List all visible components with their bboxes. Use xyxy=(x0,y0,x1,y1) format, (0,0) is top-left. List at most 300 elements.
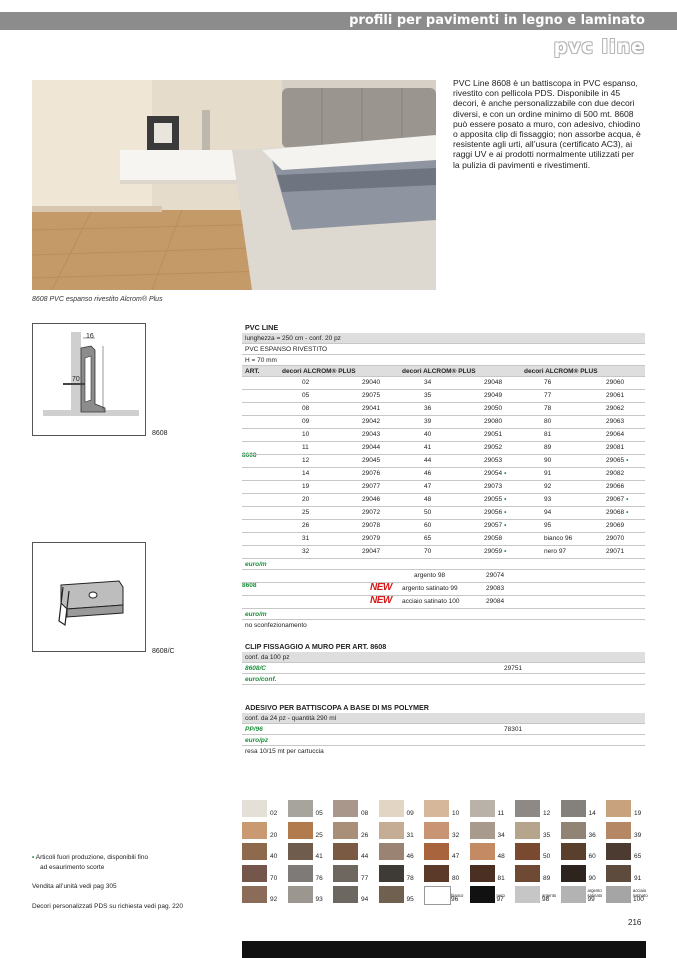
swatch-48 xyxy=(470,843,515,860)
discontinued-marker: • xyxy=(626,457,629,464)
product-code xyxy=(606,546,624,558)
swatch-35 xyxy=(515,822,560,839)
product-code-text: 29069 xyxy=(606,522,625,529)
swatch-100 xyxy=(606,886,651,903)
product-code-text: 29047 xyxy=(362,548,381,555)
product-code-text: 29082 xyxy=(606,470,625,477)
swatch-81 xyxy=(470,865,515,882)
swatch-80 xyxy=(424,865,469,882)
product-code xyxy=(484,377,502,389)
footnote-star-text-1: Articoli fuori produzione, disponibili fino xyxy=(35,854,149,861)
product-code-text: 29066 xyxy=(606,483,625,490)
discontinued-marker: • xyxy=(504,470,507,477)
swatch-number: 10 xyxy=(452,810,460,817)
product-code-text: 29077 xyxy=(362,483,381,490)
product-code xyxy=(606,429,624,441)
product-code-text: 29076 xyxy=(362,470,381,477)
special-grid xyxy=(242,570,645,609)
footnote-custom: Decori personalizzati PDS su richiesta vedi pag. 220 xyxy=(32,903,184,910)
decor-header-3: decori ALCROM® PLUS xyxy=(524,368,598,375)
glue-row xyxy=(242,724,645,735)
swatch-chip xyxy=(515,886,540,903)
swatch-chip xyxy=(470,886,495,903)
clip-diagram-code: 8608/C xyxy=(152,648,175,655)
swatch-92 xyxy=(242,886,287,903)
product-code xyxy=(484,416,502,428)
swatch-number: 11 xyxy=(497,810,505,817)
swatch-number: 32 xyxy=(452,831,460,839)
swatch-number: 47 xyxy=(452,853,460,860)
swatch-number: 93 xyxy=(315,896,323,903)
table-row xyxy=(242,481,645,494)
swatch-number: 60 xyxy=(588,853,596,860)
product-code-text: 29045 xyxy=(362,457,381,464)
product-code-text: 29057 xyxy=(484,522,503,529)
product-code-text: 29081 xyxy=(606,444,625,451)
decor-number: 39 xyxy=(424,418,432,425)
decor-number: 08 xyxy=(302,405,310,412)
glue-note: resa 10/15 mt per cartuccia xyxy=(245,748,324,755)
pvc-euro-m: euro/m xyxy=(242,559,645,570)
product-code xyxy=(484,481,502,493)
decor-number: 60 xyxy=(424,522,432,529)
decor-number: 76 xyxy=(544,379,552,386)
swatch-44 xyxy=(333,843,378,860)
pvc-spec-material: PVC ESPANSO RIVESTITO xyxy=(242,344,645,355)
decor-number: nero 97 xyxy=(544,548,567,555)
swatch-chip xyxy=(288,822,313,839)
table-row xyxy=(242,546,645,559)
product-code xyxy=(484,403,502,415)
swatch-chip xyxy=(606,843,631,860)
swatch-26 xyxy=(333,822,378,839)
table-row xyxy=(242,468,645,481)
swatch-chip xyxy=(561,800,586,817)
swatch-76 xyxy=(288,865,333,882)
swatch-chip xyxy=(333,886,358,903)
product-code-text: 29041 xyxy=(362,405,381,412)
glue-title: ADESIVO PER BATTISCOPA A BASE DI MS POLYMER xyxy=(245,703,429,712)
product-code xyxy=(362,429,380,441)
swatch-number: 09 xyxy=(406,810,414,817)
swatch-number: 44 xyxy=(361,853,369,860)
swatch-chip xyxy=(379,843,404,860)
decor-number: 44 xyxy=(424,457,432,464)
decor-number: 78 xyxy=(544,405,552,412)
table-row xyxy=(242,533,645,546)
decor-number: 92 xyxy=(544,483,552,490)
swatch-number: 98 xyxy=(542,896,550,904)
swatch-chip xyxy=(561,865,586,882)
product-code xyxy=(362,507,380,519)
swatch-number: 14 xyxy=(588,810,596,817)
swatch-41 xyxy=(288,843,333,860)
swatch-46 xyxy=(379,843,424,860)
discontinued-marker: • xyxy=(626,509,629,516)
swatch-number: 78 xyxy=(406,874,414,882)
decor-number: 32 xyxy=(302,548,310,555)
swatch-number: 26 xyxy=(361,831,369,839)
swatch-chip xyxy=(424,843,449,860)
swatch-chip xyxy=(379,865,404,882)
swatch-number: 41 xyxy=(315,853,323,860)
swatch-chip xyxy=(242,800,267,817)
product-code xyxy=(362,403,380,415)
special-art-code: 8608 xyxy=(242,582,257,589)
footnote-star xyxy=(32,854,148,861)
swatch-number: 12 xyxy=(543,810,551,817)
decor-number: 48 xyxy=(424,496,432,503)
product-code xyxy=(362,546,380,558)
swatch-name: acciaio satinato xyxy=(633,888,648,898)
product-code xyxy=(362,390,380,402)
swatch-90 xyxy=(561,865,606,882)
swatch-number: 90 xyxy=(588,874,596,882)
swatch-chip xyxy=(379,822,404,839)
swatch-chip xyxy=(333,800,358,817)
decor-number: 31 xyxy=(302,535,310,542)
swatch-number: 39 xyxy=(634,831,642,839)
product-code-text: 29061 xyxy=(606,392,625,399)
swatch-name: argento xyxy=(542,892,557,898)
product-code-text: 29059 xyxy=(484,548,503,555)
footnote-star-symbol: • xyxy=(32,854,35,861)
swatch-chip xyxy=(288,843,313,860)
product-code-text: 29068 xyxy=(606,509,625,516)
pvc-header-row xyxy=(242,366,645,377)
swatch-number: 96 xyxy=(451,896,459,904)
product-code xyxy=(606,442,624,454)
swatch-number: 92 xyxy=(270,896,278,903)
pvc-spec-length: lunghezza = 250 cm - conf. 20 pz xyxy=(242,333,645,344)
product-code-text: 29048 xyxy=(484,379,503,386)
product-code: 29084 xyxy=(486,598,505,605)
art-header: ART. xyxy=(245,368,260,375)
pvc-note: no sconfezionamento xyxy=(245,622,307,629)
swatch-label xyxy=(633,889,651,903)
swatch-99 xyxy=(561,886,606,903)
product-code-text: 29050 xyxy=(484,405,503,412)
swatch-chip xyxy=(242,865,267,882)
product-code xyxy=(362,520,380,532)
product-code xyxy=(362,377,380,389)
swatch-number: 70 xyxy=(270,874,278,882)
table-row xyxy=(242,583,645,596)
swatch-chip xyxy=(470,822,495,839)
discontinued-marker: • xyxy=(626,496,629,503)
product-code xyxy=(606,533,624,545)
product-code-text: 29052 xyxy=(484,444,503,451)
swatch-31 xyxy=(379,822,424,839)
swatch-number: 100 xyxy=(633,896,644,904)
decor-number: 46 xyxy=(424,470,432,477)
photo-caption: 8608 PVC espanso rivestito Alcrom® Plus xyxy=(32,296,163,303)
product-code-text: 29070 xyxy=(606,535,625,542)
decor-number: 11 xyxy=(302,444,309,451)
pvc-title: PVC LINE xyxy=(245,323,279,332)
table-row xyxy=(242,377,645,390)
clip-spec: conf. da 100 pz xyxy=(242,652,645,663)
swatch-chip xyxy=(515,822,540,839)
swatch-chip xyxy=(288,800,313,817)
pvc-art-code: 8608 xyxy=(242,452,257,459)
decor-number: 50 xyxy=(424,509,432,516)
swatch-chip xyxy=(470,800,495,817)
pvc-spec-height: H = 70 mm xyxy=(242,355,645,366)
pvc-table xyxy=(242,323,645,631)
decor-number: 95 xyxy=(544,522,552,529)
product-code-text: 29044 xyxy=(362,444,381,451)
swatch-50 xyxy=(515,843,560,860)
table-row xyxy=(242,429,645,442)
product-code xyxy=(362,494,380,506)
swatch-98 xyxy=(515,886,560,903)
decor-header-2: decori ALCROM® PLUS xyxy=(402,368,476,375)
decor-number: 12 xyxy=(302,457,310,464)
swatch-25 xyxy=(288,822,333,839)
swatch-number: 77 xyxy=(361,874,369,882)
table-row xyxy=(242,570,645,583)
swatch-89 xyxy=(515,865,560,882)
decor-number: 09 xyxy=(302,418,310,425)
glue-table xyxy=(242,703,645,757)
swatch-chip xyxy=(424,800,449,817)
product-code-text: 29063 xyxy=(606,418,625,425)
product-code xyxy=(362,533,380,545)
product-photo xyxy=(32,80,436,290)
swatch-chip xyxy=(606,865,631,882)
swatch-label xyxy=(451,894,463,903)
clip-row xyxy=(242,663,645,674)
product-code xyxy=(362,455,380,467)
product-code-text: 29072 xyxy=(362,509,381,516)
swatch-chip xyxy=(242,886,267,903)
decor-number: 05 xyxy=(302,392,310,399)
page-number: 216 xyxy=(628,918,642,927)
swatch-78 xyxy=(379,865,424,882)
decor-number: 36 xyxy=(424,405,432,412)
product-code-text: 29046 xyxy=(362,496,381,503)
swatch-05 xyxy=(288,800,333,817)
decor-number: 19 xyxy=(302,483,310,490)
product-code xyxy=(362,468,380,480)
swatch-chip xyxy=(424,865,449,882)
product-code-text: 29073 xyxy=(484,483,503,490)
decor-number: 26 xyxy=(302,522,310,529)
decor-number: 93 xyxy=(544,496,552,503)
swatch-number: 34 xyxy=(497,831,505,839)
decor-number: 10 xyxy=(302,431,310,438)
swatch-32 xyxy=(424,822,469,839)
swatch-number: 50 xyxy=(543,853,551,860)
decor-name: argento 98 xyxy=(414,572,446,579)
decor-number: 40 xyxy=(424,431,432,438)
product-code xyxy=(606,455,628,467)
decor-number: bianco 96 xyxy=(544,535,573,542)
product-code xyxy=(484,455,502,467)
swatch-number: 81 xyxy=(497,874,505,882)
product-code xyxy=(606,494,628,506)
table-row xyxy=(242,494,645,507)
page-subtitle: pvc line xyxy=(553,36,645,58)
clip-code: 29751 xyxy=(504,665,523,672)
decor-number: 90 xyxy=(544,457,552,464)
swatch-label xyxy=(588,889,606,903)
discontinued-marker: • xyxy=(504,509,507,516)
product-code xyxy=(606,403,624,415)
product-code: 29083 xyxy=(486,585,505,592)
diagram-dim-top: 16 xyxy=(86,333,94,340)
product-code xyxy=(606,377,624,389)
swatch-chip xyxy=(470,865,495,882)
swatch-chip xyxy=(333,865,358,882)
table-row xyxy=(242,390,645,403)
swatch-number: 94 xyxy=(361,896,369,903)
decor-number: 89 xyxy=(544,444,552,451)
swatch-chip xyxy=(515,865,540,882)
special-euro-m: euro/m xyxy=(242,609,645,620)
swatch-chip xyxy=(242,822,267,839)
table-row xyxy=(242,403,645,416)
swatch-12 xyxy=(515,800,560,817)
decor-header-1: decori ALCROM® PLUS xyxy=(282,368,356,375)
swatch-77 xyxy=(333,865,378,882)
decor-name: acciaio satinato 100 xyxy=(402,598,460,605)
swatch-number: 35 xyxy=(543,831,551,839)
product-code xyxy=(484,390,502,402)
table-row xyxy=(242,442,645,455)
product-code xyxy=(484,429,502,441)
product-code xyxy=(484,468,506,480)
discontinued-marker: • xyxy=(504,522,507,529)
swatch-number: 31 xyxy=(406,831,414,839)
swatch-34 xyxy=(470,822,515,839)
decor-number: 34 xyxy=(424,379,432,386)
swatch-chip xyxy=(561,886,586,903)
product-code xyxy=(362,416,380,428)
swatch-number: 46 xyxy=(406,853,414,860)
glue-unit: euro/pz xyxy=(242,735,645,746)
decor-number: 91 xyxy=(544,470,552,477)
swatch-47 xyxy=(424,843,469,860)
swatch-number: 05 xyxy=(315,810,323,817)
swatch-40 xyxy=(242,843,287,860)
table-row xyxy=(242,455,645,468)
product-code-text: 29079 xyxy=(362,535,381,542)
swatch-number: 02 xyxy=(270,810,278,817)
swatch-number: 89 xyxy=(543,874,551,882)
swatch-97 xyxy=(470,886,515,903)
swatch-11 xyxy=(470,800,515,817)
swatch-14 xyxy=(561,800,606,817)
product-code-text: 29053 xyxy=(484,457,503,464)
clip-art: 8608/C xyxy=(245,665,266,672)
glue-art: PP/96 xyxy=(245,726,263,733)
decor-number: 47 xyxy=(424,483,432,490)
swatch-number: 36 xyxy=(588,831,596,839)
footnote-star-line2: ad esaurimento scorte xyxy=(40,864,105,871)
product-code xyxy=(484,533,502,545)
footnote-sales: Vendita all’unità vedi pag 305 xyxy=(32,883,117,890)
swatch-chip xyxy=(288,865,313,882)
product-code-text: 29054 xyxy=(484,470,503,477)
swatch-39 xyxy=(606,822,651,839)
swatch-95 xyxy=(379,886,424,903)
table-row xyxy=(242,416,645,429)
product-code-text: 29065 xyxy=(606,457,625,464)
swatch-09 xyxy=(379,800,424,817)
decor-number: 81 xyxy=(544,431,552,438)
swatch-number: 65 xyxy=(634,853,642,860)
decor-number: 14 xyxy=(302,470,310,477)
swatch-number: 25 xyxy=(315,831,323,839)
swatch-name: nero xyxy=(496,892,505,898)
product-code-text: 29043 xyxy=(362,431,381,438)
swatch-36 xyxy=(561,822,606,839)
swatch-number: 40 xyxy=(270,853,278,860)
decor-number: 94 xyxy=(544,509,552,516)
clip-unit: euro/conf. xyxy=(242,674,645,685)
swatch-chip xyxy=(515,800,540,817)
swatch-chip xyxy=(333,822,358,839)
product-code-text: 29049 xyxy=(484,392,503,399)
decor-number: 41 xyxy=(424,444,432,451)
swatch-number: 80 xyxy=(452,874,460,882)
swatch-number: 99 xyxy=(587,896,595,904)
product-code-text: 29058 xyxy=(484,535,503,542)
product-code xyxy=(484,546,506,558)
new-badge: NEW xyxy=(370,582,392,593)
table-row xyxy=(242,520,645,533)
discontinued-marker: • xyxy=(504,496,507,503)
glue-spec: conf. da 24 pz - quantità 290 ml xyxy=(242,713,645,724)
swatch-91 xyxy=(606,865,651,882)
product-code-text: 29078 xyxy=(362,522,381,529)
discontinued-marker: • xyxy=(504,548,507,555)
decor-number: 20 xyxy=(302,496,310,503)
product-code-text: 29051 xyxy=(484,431,503,438)
swatch-chip xyxy=(561,843,586,860)
swatch-20 xyxy=(242,822,287,839)
product-code xyxy=(362,442,380,454)
swatch-number: 20 xyxy=(270,831,278,839)
product-code xyxy=(484,507,506,519)
swatch-number: 97 xyxy=(496,896,504,904)
swatch-10 xyxy=(424,800,469,817)
swatch-chip xyxy=(424,822,449,839)
swatch-chip xyxy=(515,843,540,860)
swatch-chip xyxy=(379,886,404,903)
product-code xyxy=(606,468,624,480)
product-code xyxy=(606,520,624,532)
swatch-number: 76 xyxy=(315,874,323,882)
swatch-chip xyxy=(606,822,631,839)
glue-code: 78301 xyxy=(504,726,523,733)
page-title: profili per pavimenti in legno e laminato xyxy=(349,13,645,28)
swatch-60 xyxy=(561,843,606,860)
product-code xyxy=(362,481,380,493)
swatch-chip xyxy=(424,886,451,905)
swatch-chip xyxy=(561,822,586,839)
product-code xyxy=(606,416,624,428)
diagram-dim-side: 70 xyxy=(72,376,80,383)
swatch-65 xyxy=(606,843,651,860)
swatch-number: 08 xyxy=(361,810,369,817)
decor-number: 02 xyxy=(302,379,310,386)
table-row xyxy=(242,507,645,520)
new-badge: NEW xyxy=(370,595,392,606)
product-code-text: 29075 xyxy=(362,392,381,399)
